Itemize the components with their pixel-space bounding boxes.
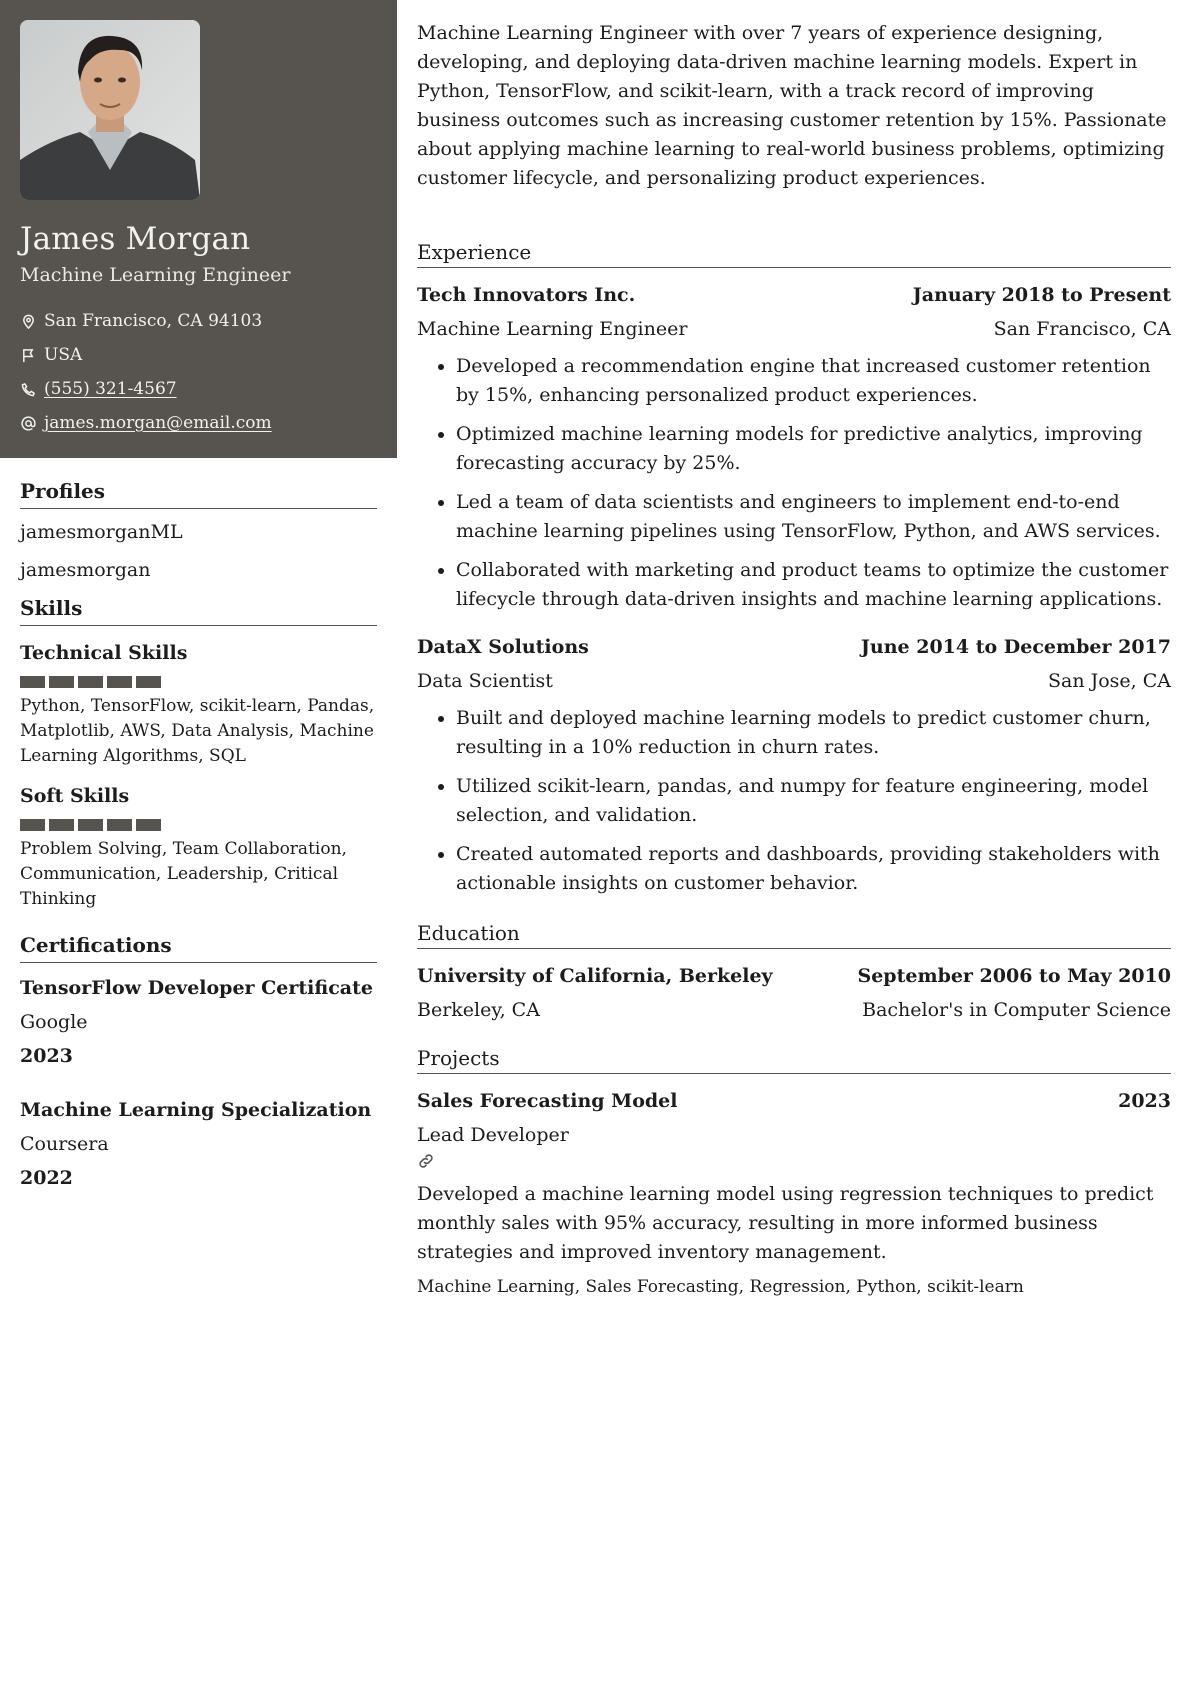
certification-date: 2023: [20, 1045, 73, 1067]
achievement-item: • Led a team of data scientists and engineers to implement end-to-end machine learning pipelines using TensorFlow, Python, and AWS services.: [456, 488, 1171, 546]
certification-item: [20, 1097, 377, 1191]
skill-group: [20, 640, 377, 769]
contact-location: [20, 304, 377, 338]
summary-text: Machine Learning Engineer with over 7 years of experience designing, developing, and deploying data-driven machine learning models. Expert in Python, TensorFlow, and scikit-learn, with a track record of improving business outcomes such as increasing customer retention by 15%. Passionate about applying machine learning to real-world business problems, optimizing customer lifecycle, and personalizing product experiences.: [417, 22, 1167, 189]
skill-level-segment: [107, 819, 132, 831]
position-title: Machine Learning Engineer: [417, 318, 688, 340]
certification-date: 2022: [20, 1167, 73, 1189]
skills-heading: Skills: [20, 595, 377, 626]
company-name: Tech Innovators Inc.: [417, 284, 636, 306]
phone-link[interactable]: (555) 321-4567: [44, 379, 177, 399]
project-name: Sales Forecasting Model: [417, 1090, 678, 1112]
profiles-heading: Profiles: [20, 478, 377, 509]
institution-name: University of California, Berkeley: [417, 965, 773, 987]
header-card: [0, 0, 397, 458]
certifications-section: [20, 932, 377, 1191]
achievement-item: • Collaborated with marketing and product teams to optimize the customer lifecycle through data-driven insights and machine learning applications.: [456, 556, 1171, 614]
achievement-item: • Built and deployed machine learning models to predict customer churn, resulting in a 10% reduction in churn rates.: [456, 704, 1171, 762]
profiles-section: [20, 478, 377, 583]
education-section: [417, 920, 1171, 1023]
certification-name: Machine Learning Specialization: [20, 1099, 372, 1121]
phone-icon: [20, 381, 36, 397]
job-location: San Francisco, CA: [993, 318, 1171, 340]
achievement-item: • Developed a recommendation engine that increased customer retention by 15%, enhancing personalized product experiences.: [456, 352, 1171, 410]
email-link[interactable]: james.morgan@email.com: [44, 413, 272, 433]
contact-list: [20, 304, 377, 440]
skills-section: [20, 595, 377, 912]
candidate-headline: Machine Learning Engineer: [20, 264, 291, 286]
profile-photo: [20, 20, 200, 200]
achievement-list: [417, 704, 1171, 898]
projects-section: [417, 1045, 1171, 1299]
sidebar-body: [0, 478, 397, 1191]
skill-level-segment: [136, 676, 161, 688]
skill-group: [20, 783, 377, 912]
date-range: September 2006 to May 2010: [857, 965, 1171, 987]
achievement-item: • Utilized scikit-learn, pandas, and numpy for feature engineering, model selection, and validation.: [456, 772, 1171, 830]
skill-level-segment: [107, 676, 132, 688]
skill-keywords: Python, TensorFlow, scikit-learn, Pandas, Matplotlib, AWS, Data Analysis, Machine Learning Algorithms, SQL: [20, 696, 375, 766]
skill-level-segment: [78, 676, 103, 688]
education-heading: Education: [417, 920, 1171, 949]
contact-email: [20, 406, 377, 440]
location-text: San Francisco, CA 94103: [44, 311, 263, 331]
project-entry: [417, 1088, 1171, 1299]
at-sign-icon: [20, 415, 36, 431]
achievement-item: • Created automated reports and dashboards, providing stakeholders with actionable insights on customer behavior.: [456, 840, 1171, 898]
skill-group-name: Technical Skills: [20, 642, 188, 664]
contact-country: [20, 338, 377, 372]
degree: Bachelor's in Computer Science: [862, 999, 1171, 1021]
education-location: Berkeley, CA: [417, 999, 540, 1021]
map-pin-icon: [20, 313, 36, 329]
skill-level-segment: [78, 819, 103, 831]
skill-group-name: Soft Skills: [20, 785, 130, 807]
certification-issuer: Google: [20, 1011, 88, 1033]
achievement-list: [417, 352, 1171, 614]
skill-level-bar: [20, 676, 377, 688]
date-range: January 2018 to Present: [912, 284, 1171, 306]
experience-entry: [417, 282, 1171, 614]
main-column: [417, 0, 1171, 1299]
candidate-name: James Morgan: [20, 221, 251, 257]
certification-name: TensorFlow Developer Certificate: [20, 977, 373, 999]
experience-entry: [417, 634, 1171, 898]
experience-heading: Experience: [417, 239, 1171, 268]
achievement-item: • Optimized machine learning models for predictive analytics, improving forecasting accuracy by 25%.: [456, 420, 1171, 478]
portrait-illustration: [20, 20, 200, 200]
date-range: June 2014 to December 2017: [860, 636, 1171, 658]
company-name: DataX Solutions: [417, 636, 589, 658]
link-icon[interactable]: [417, 1152, 437, 1172]
certification-item: [20, 975, 377, 1069]
skill-level-segment: [20, 819, 45, 831]
project-description: Developed a machine learning model using regression techniques to predict monthly sales with 95% accuracy, resulting in more informed business strategies and improved inventory management.: [417, 1183, 1154, 1263]
flag-icon: [20, 347, 36, 363]
skill-level-segment: [136, 819, 161, 831]
profile-item[interactable]: jamesmorganML: [20, 521, 183, 543]
project-date: 2023: [1118, 1090, 1171, 1112]
certifications-heading: Certifications: [20, 932, 377, 963]
projects-heading: Projects: [417, 1045, 1171, 1074]
experience-section: [417, 239, 1171, 898]
skill-level-bar: [20, 819, 377, 831]
skill-level-segment: [49, 676, 74, 688]
position-title: Data Scientist: [417, 670, 553, 692]
skill-keywords: Problem Solving, Team Collaboration, Communication, Leadership, Critical Thinking: [20, 839, 347, 909]
contact-phone: [20, 372, 377, 406]
profile-item[interactable]: jamesmorgan: [20, 559, 151, 581]
certification-issuer: Coursera: [20, 1133, 109, 1155]
education-entry: [417, 963, 1171, 1023]
skill-level-segment: [20, 676, 45, 688]
country-text: USA: [44, 345, 83, 365]
project-keywords: Machine Learning, Sales Forecasting, Regression, Python, scikit-learn: [417, 1277, 1024, 1297]
project-role: Lead Developer: [417, 1124, 569, 1146]
job-location: San Jose, CA: [1047, 670, 1171, 692]
skill-level-segment: [49, 819, 74, 831]
sidebar: [0, 0, 397, 1191]
